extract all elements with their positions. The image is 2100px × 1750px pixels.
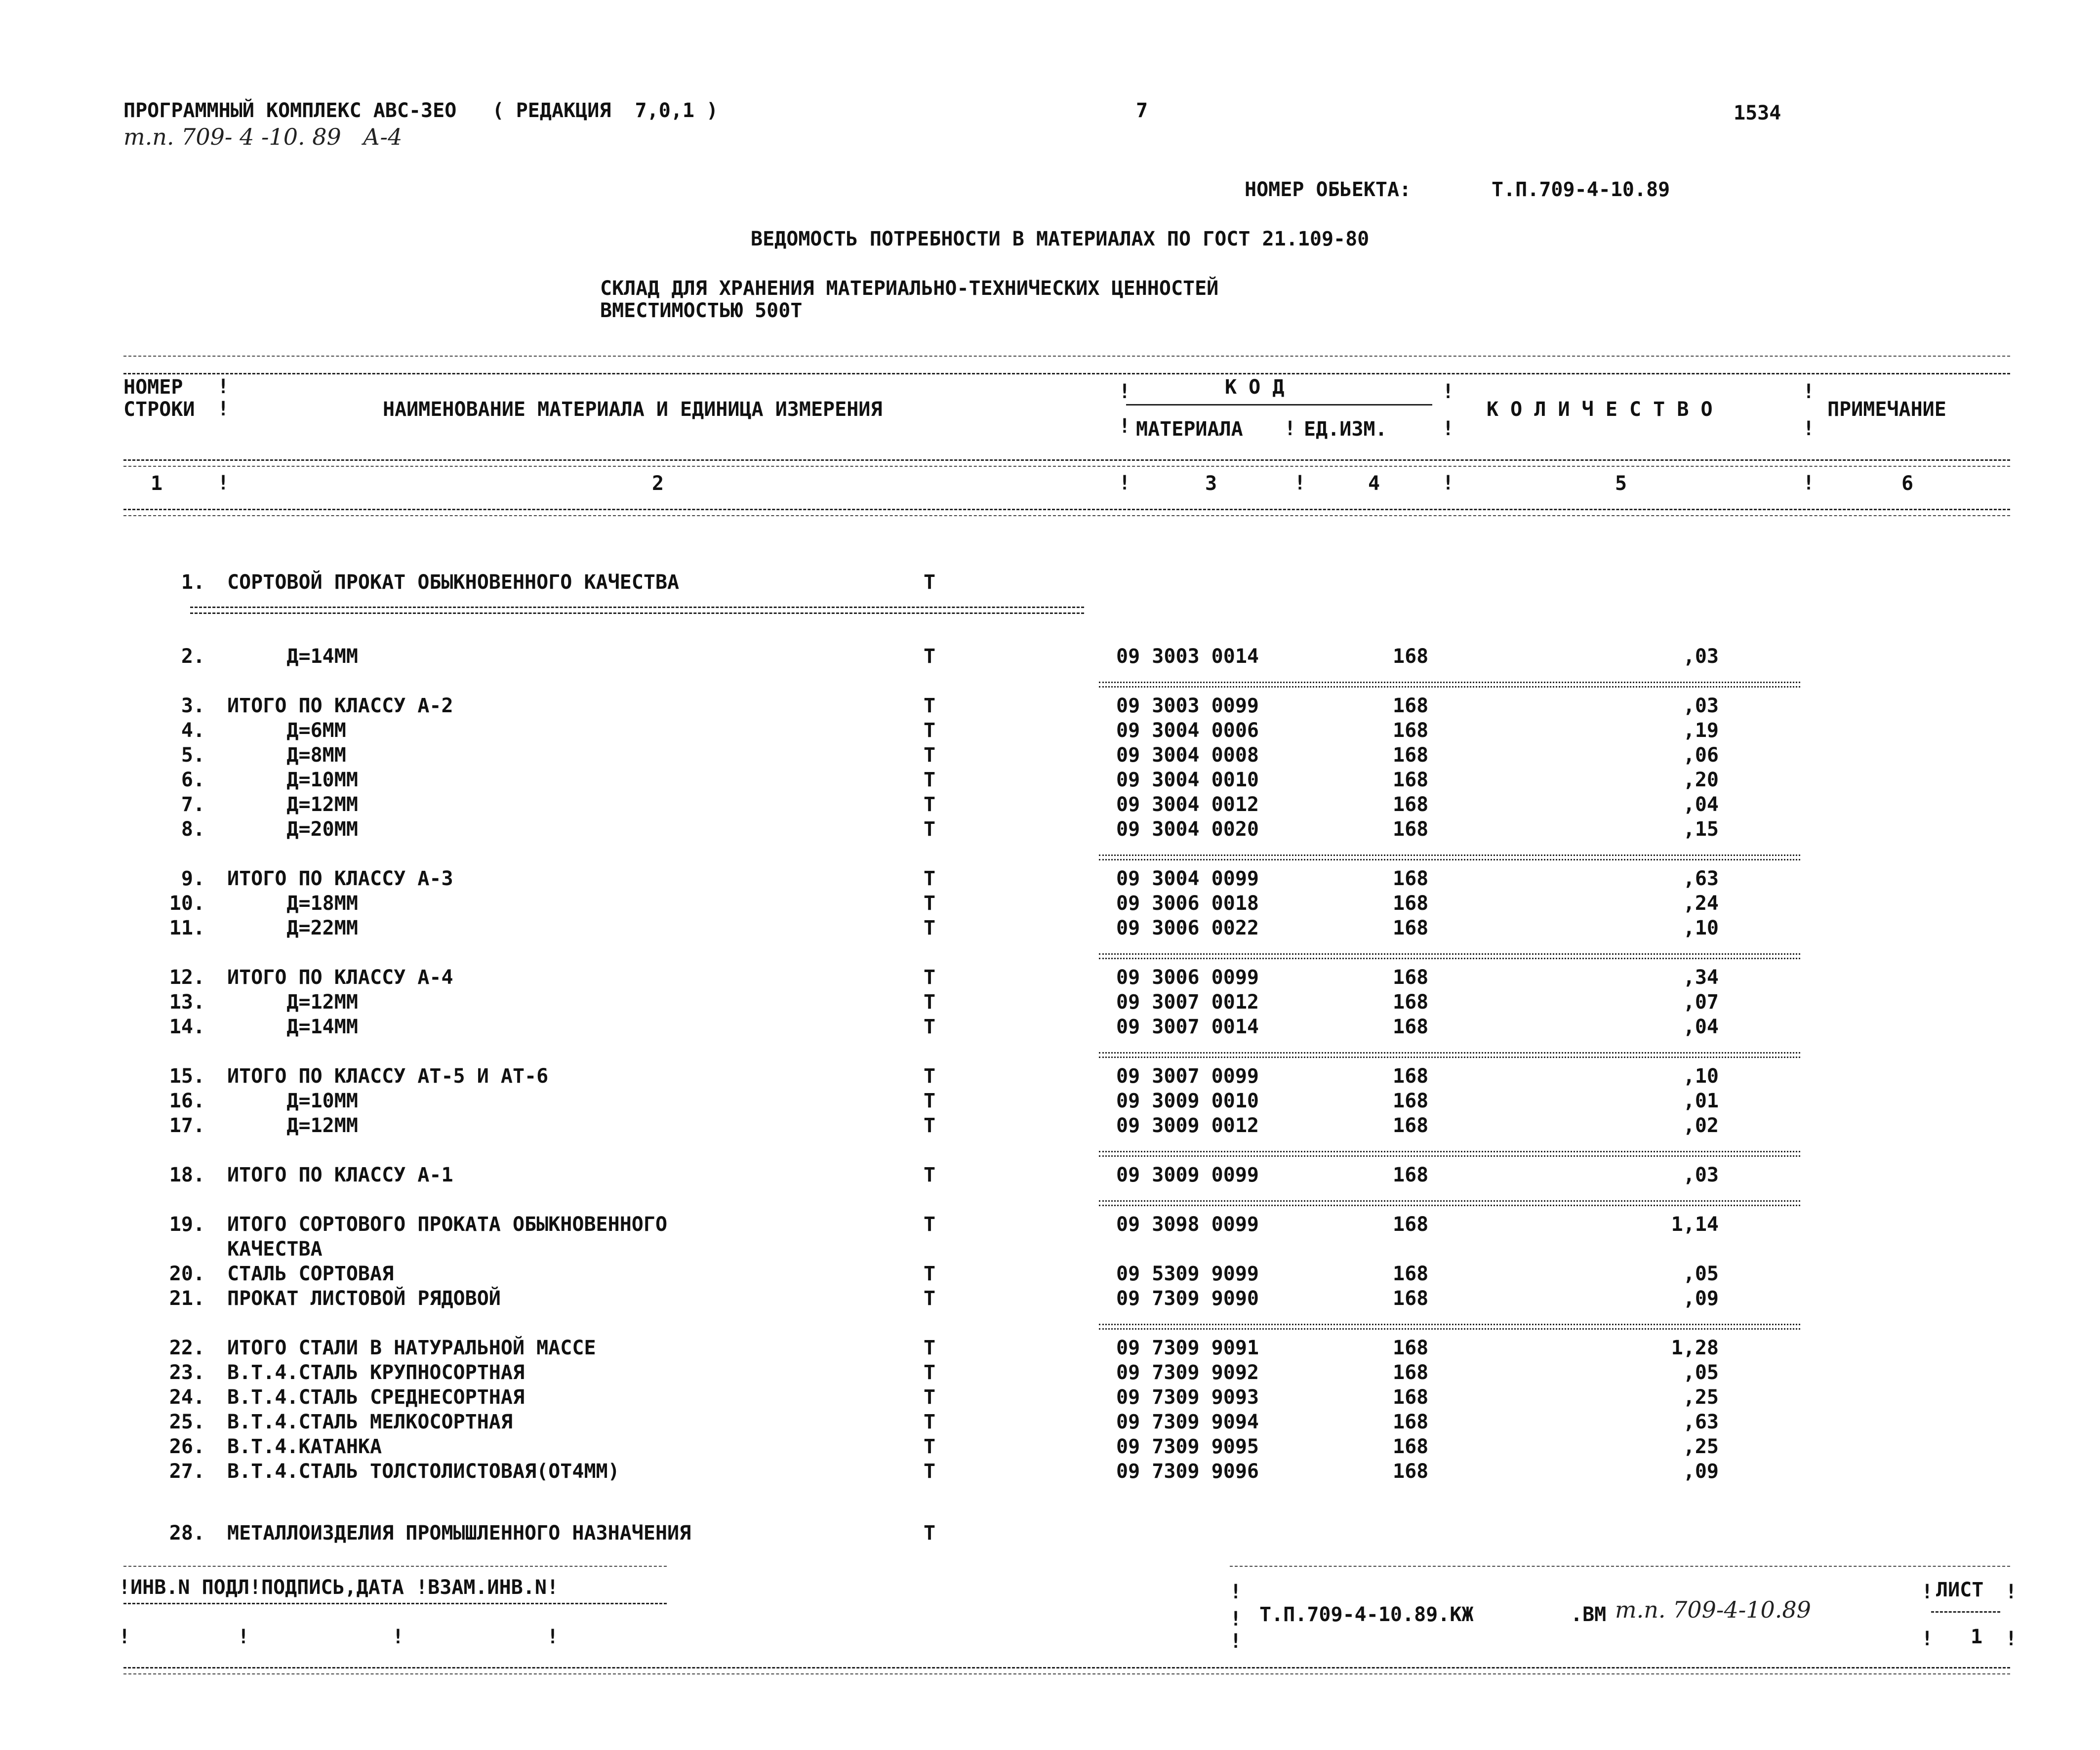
unit-code: 168 <box>1393 1435 1429 1458</box>
unit-of-measure: Т <box>924 867 936 890</box>
footer-sheet-number: 1 <box>1971 1626 1983 1648</box>
section-underline <box>190 612 1084 614</box>
row-number: 6. <box>181 769 205 791</box>
unit-of-measure: Т <box>924 1522 936 1545</box>
column-separator: ! <box>2005 1628 2018 1650</box>
unit-of-measure: Т <box>924 1262 936 1285</box>
table-row <box>0 1460 2100 1483</box>
unit-code: 168 <box>1393 1090 1429 1112</box>
quantity: ,34 <box>1683 966 1719 989</box>
footer-sheet-rule <box>1931 1611 2000 1613</box>
material-name: МЕТАЛЛОИЗДЕЛИЯ ПРОМЫШЛЕННОГО НАЗНАЧЕНИЯ <box>227 1522 691 1545</box>
material-name: В.Т.4.СТАЛЬ МЕЛКОСОРТНАЯ <box>227 1411 513 1433</box>
material-code: 09 3003 0014 <box>1116 645 1259 668</box>
footer-document-code: Т.П.709-4-10.89.КЖ <box>1259 1603 1474 1626</box>
unit-code: 168 <box>1393 1460 1429 1483</box>
quantity: ,10 <box>1683 917 1719 939</box>
table-row <box>0 1262 2100 1286</box>
material-name: ИТОГО СОРТОВОГО ПРОКАТА ОБЫКНОВЕННОГО <box>227 1213 668 1236</box>
column-number-4: 4 <box>1368 472 1380 495</box>
quantity: ,01 <box>1683 1090 1719 1112</box>
column-separator: ! <box>1284 417 1296 440</box>
table-row <box>0 743 2100 767</box>
column-number-1: 1 <box>151 472 163 495</box>
subtotal-separator <box>1099 1151 1800 1152</box>
material-code: 09 3007 0014 <box>1116 1016 1259 1038</box>
unit-of-measure: Т <box>924 1411 936 1433</box>
material-code: 09 3003 0099 <box>1116 694 1259 717</box>
column-number-6: 6 <box>1901 472 1914 495</box>
quantity: ,20 <box>1683 769 1719 791</box>
unit-of-measure: Т <box>924 793 936 816</box>
material-code: 09 7309 9093 <box>1116 1386 1259 1409</box>
material-code: 09 3007 0012 <box>1116 991 1259 1014</box>
unit-code: 168 <box>1393 818 1429 841</box>
footer-rule-bottom <box>123 1667 2010 1669</box>
material-name: Д=14ММ <box>227 1016 358 1038</box>
unit-of-measure: Т <box>924 1065 936 1088</box>
quantity: ,09 <box>1683 1287 1719 1310</box>
quantity: ,25 <box>1683 1435 1719 1458</box>
table-row <box>0 1361 2100 1384</box>
header-rule-2 <box>123 459 2010 461</box>
table-row <box>0 817 2100 841</box>
unit-code: 168 <box>1393 1262 1429 1285</box>
table-row <box>0 793 2100 816</box>
quantity: ,04 <box>1683 1016 1719 1038</box>
header-code-unit: ЕД.ИЗМ. <box>1304 418 1387 441</box>
row-number: 24. <box>169 1386 205 1409</box>
material-code: 09 3004 0010 <box>1116 769 1259 791</box>
table-row <box>0 1213 2100 1236</box>
row-number: 8. <box>181 818 205 841</box>
row-number: 20. <box>169 1262 205 1285</box>
unit-of-measure: Т <box>924 744 936 767</box>
material-code: 09 3004 0099 <box>1116 867 1259 890</box>
row-number: 27. <box>169 1460 205 1483</box>
subtotal-separator <box>1099 1052 1800 1054</box>
quantity: ,03 <box>1683 694 1719 717</box>
column-separator: ! <box>217 398 230 420</box>
object-name-line2: ВМЕСТИМОСТЬЮ 500Т <box>600 299 803 322</box>
unit-of-measure: Т <box>924 645 936 668</box>
table-row <box>0 966 2100 989</box>
unit-of-measure: Т <box>924 1090 936 1112</box>
table-row <box>0 719 2100 742</box>
unit-code: 168 <box>1393 867 1429 890</box>
material-code: 09 3004 0008 <box>1116 744 1259 767</box>
unit-code: 168 <box>1393 1287 1429 1310</box>
unit-of-measure: Т <box>924 1337 936 1359</box>
quantity: ,09 <box>1683 1460 1719 1483</box>
subtotal-separator <box>1099 953 1800 955</box>
object-number-label: НОМЕР ОБЬЕКТА: <box>1245 178 1412 201</box>
material-code: 09 3004 0012 <box>1116 793 1259 816</box>
material-code: 09 3006 0022 <box>1116 917 1259 939</box>
unit-of-measure: Т <box>924 917 936 939</box>
material-name: Д=6ММ <box>227 719 346 742</box>
row-number: 25. <box>169 1411 205 1433</box>
material-name: Д=12ММ <box>227 1114 358 1137</box>
quantity: ,03 <box>1683 645 1719 668</box>
material-code: 09 3006 0018 <box>1116 892 1259 915</box>
footer-rule-left-top <box>123 1566 667 1567</box>
page-mark: 7 <box>1136 99 1148 122</box>
header-row-number-1: НОМЕР <box>123 376 183 399</box>
material-code: 09 7309 9092 <box>1116 1361 1259 1384</box>
row-number: 4. <box>181 719 205 742</box>
unit-of-measure: Т <box>924 1016 936 1038</box>
unit-code: 168 <box>1393 793 1429 816</box>
subtotal-separator <box>1099 682 1800 683</box>
table-row <box>0 990 2100 1014</box>
table-row <box>0 867 2100 891</box>
material-name: Д=12ММ <box>227 991 358 1014</box>
column-number-3: 3 <box>1205 472 1217 495</box>
column-separator: ! <box>1230 1630 1242 1653</box>
column-separator: ! <box>1921 1628 1934 1650</box>
material-name: Д=8ММ <box>227 744 346 767</box>
table-row <box>0 1114 2100 1138</box>
unit-code: 168 <box>1393 966 1429 989</box>
footer-sheet-label: ЛИСТ <box>1936 1579 1984 1601</box>
column-separator: ! <box>1294 472 1306 494</box>
row-number: 12. <box>169 966 205 989</box>
material-code: 09 7309 9090 <box>1116 1287 1259 1310</box>
material-code: 09 5309 9099 <box>1116 1262 1259 1285</box>
header-rule-1 <box>123 373 2010 374</box>
table-row <box>0 1064 2100 1088</box>
material-name: Д=18ММ <box>227 892 358 915</box>
column-separator: ! <box>2005 1581 2018 1603</box>
unit-code: 168 <box>1393 719 1429 742</box>
subtotal-separator <box>1099 1200 1800 1202</box>
material-name: КАЧЕСТВА <box>227 1238 323 1261</box>
unit-code: 168 <box>1393 917 1429 939</box>
material-name: ИТОГО ПО КЛАССУ А-3 <box>227 867 453 890</box>
row-number: 13. <box>169 991 205 1014</box>
footer-rule-right-top <box>1230 1566 2010 1567</box>
header-quantity: К О Л И Ч Е С Т В О <box>1487 398 1713 421</box>
header-rule-top <box>123 356 2010 357</box>
unit-code: 168 <box>1393 1114 1429 1137</box>
program-title: ПРОГРАММНЫЙ КОМПЛЕКС АВС-ЗЕО ( РЕДАКЦИЯ 7,0,1 ) <box>123 99 719 122</box>
material-code: 09 3006 0099 <box>1116 966 1259 989</box>
unit-code: 168 <box>1393 991 1429 1014</box>
row-number: 7. <box>181 793 205 816</box>
unit-of-measure: Т <box>924 1164 936 1186</box>
unit-code: 168 <box>1393 1337 1429 1359</box>
header-code-material: МАТЕРИАЛА <box>1136 418 1243 441</box>
material-name: В.Т.4.СТАЛЬ КРУПНОСОРТНАЯ <box>227 1361 525 1384</box>
unit-code: 168 <box>1393 645 1429 668</box>
subtotal-separator <box>1099 855 1800 856</box>
unit-of-measure: Т <box>924 571 936 594</box>
footer-stamp-headers: !ИНВ.N ПОДЛ!ПОДПИСЬ,ДАТА !ВЗАМ.ИНВ.N! <box>119 1576 559 1599</box>
unit-of-measure: Т <box>924 1386 936 1409</box>
table-row <box>0 1521 2100 1545</box>
column-separator: ! <box>1921 1581 1934 1603</box>
table-row <box>0 645 2100 668</box>
column-separator: ! <box>217 472 230 494</box>
material-name: Д=22ММ <box>227 917 358 939</box>
header-rule-2b <box>123 466 2010 467</box>
footer-stamp-cells: ! ! ! ! <box>119 1626 559 1648</box>
quantity: ,06 <box>1683 744 1719 767</box>
header-code-divider <box>1126 404 1432 406</box>
unit-of-measure: Т <box>924 892 936 915</box>
material-code: 09 3007 0099 <box>1116 1065 1259 1088</box>
unit-of-measure: Т <box>924 966 936 989</box>
material-name: В.Т.4.КАТАНКА <box>227 1435 382 1458</box>
section-underline <box>190 607 1084 608</box>
material-name: СТАЛЬ СОРТОВАЯ <box>227 1262 394 1285</box>
material-name: ИТОГО ПО КЛАССУ А-1 <box>227 1164 453 1186</box>
unit-of-measure: Т <box>924 1460 936 1483</box>
unit-code: 168 <box>1393 1411 1429 1433</box>
object-number-value: Т.П.709-4-10.89 <box>1492 178 1670 201</box>
object-name-line1: СКЛАД ДЛЯ ХРАНЕНИЯ МАТЕРИАЛЬНО-ТЕХНИЧЕСКИХ ЦЕННОСТЕЙ <box>600 277 1219 300</box>
row-number: 9. <box>181 867 205 890</box>
unit-code: 168 <box>1393 769 1429 791</box>
header-material-name: НАИМЕНОВАНИЕ МАТЕРИАЛА И ЕДИНИЦА ИЗМЕРЕНИЯ <box>383 398 883 421</box>
material-code: 09 7309 9091 <box>1116 1337 1259 1359</box>
row-number: 16. <box>169 1090 205 1112</box>
document-title: ВЕДОМОСТЬ ПОТРЕБНОСТИ В МАТЕРИАЛАХ ПО ГОСТ 21.109-80 <box>751 228 1370 250</box>
column-separator: ! <box>1230 1581 1242 1603</box>
unit-of-measure: Т <box>924 1114 936 1137</box>
unit-of-measure: Т <box>924 1435 936 1458</box>
quantity: ,04 <box>1683 793 1719 816</box>
quantity: ,25 <box>1683 1386 1719 1409</box>
unit-of-measure: Т <box>924 1287 936 1310</box>
material-name: ИТОГО СТАЛИ В НАТУРАЛЬНОЙ МАССЕ <box>227 1337 596 1359</box>
material-name: Д=20ММ <box>227 818 358 841</box>
unit-of-measure: Т <box>924 1213 936 1236</box>
quantity: ,15 <box>1683 818 1719 841</box>
unit-of-measure: Т <box>924 719 936 742</box>
header-note: ПРИМЕЧАНИЕ <box>1827 398 1946 421</box>
quantity: ,63 <box>1683 867 1719 890</box>
handwritten-project-number: т.п. 709- 4 -10. 89 А-4 <box>123 123 403 150</box>
quantity: ,02 <box>1683 1114 1719 1137</box>
column-separator: ! <box>1442 380 1454 403</box>
material-code: 09 3098 0099 <box>1116 1213 1259 1236</box>
column-separator: ! <box>1442 417 1454 440</box>
material-code: 09 3009 0010 <box>1116 1090 1259 1112</box>
column-separator: ! <box>1803 417 1815 440</box>
table-row <box>0 1237 2100 1261</box>
quantity: ,24 <box>1683 892 1719 915</box>
column-separator: ! <box>1119 415 1131 438</box>
material-code: 09 3009 0099 <box>1116 1164 1259 1186</box>
row-number: 1. <box>181 571 205 594</box>
column-separator: ! <box>217 375 230 398</box>
unit-code: 168 <box>1393 892 1429 915</box>
unit-code: 168 <box>1393 1361 1429 1384</box>
header-rule-3 <box>123 509 2010 510</box>
table-row <box>0 694 2100 718</box>
material-code: 09 3009 0012 <box>1116 1114 1259 1137</box>
row-number: 21. <box>169 1287 205 1310</box>
column-separator: ! <box>1119 472 1131 494</box>
unit-code: 168 <box>1393 1164 1429 1186</box>
row-number: 28. <box>169 1522 205 1545</box>
unit-code: 168 <box>1393 1213 1429 1236</box>
material-code: 09 7309 9095 <box>1116 1435 1259 1458</box>
material-name: ПРОКАТ ЛИСТОВОЙ РЯДОВОЙ <box>227 1287 501 1310</box>
quantity: 1,28 <box>1671 1337 1719 1359</box>
quantity: ,03 <box>1683 1164 1719 1186</box>
subtotal-separator <box>1099 1324 1800 1325</box>
quantity: ,19 <box>1683 719 1719 742</box>
row-number: 3. <box>181 694 205 717</box>
table-row <box>0 1385 2100 1409</box>
table-row <box>0 892 2100 915</box>
material-code: 09 3004 0020 <box>1116 818 1259 841</box>
footer-stamp-rule <box>123 1603 667 1604</box>
row-number: 22. <box>169 1337 205 1359</box>
table-row <box>0 1287 2100 1310</box>
material-code: 09 7309 9096 <box>1116 1460 1259 1483</box>
material-name: Д=12ММ <box>227 793 358 816</box>
material-code: 09 3004 0006 <box>1116 719 1259 742</box>
column-separator: ! <box>1230 1608 1242 1630</box>
row-number: 5. <box>181 744 205 767</box>
material-name: ИТОГО ПО КЛАССУ АТ-5 И АТ-6 <box>227 1065 549 1088</box>
table-row <box>0 916 2100 940</box>
row-number: 19. <box>169 1213 205 1236</box>
unit-of-measure: Т <box>924 991 936 1014</box>
unit-of-measure: Т <box>924 769 936 791</box>
unit-code: 168 <box>1393 744 1429 767</box>
unit-code: 168 <box>1393 1065 1429 1088</box>
quantity: ,63 <box>1683 1411 1719 1433</box>
column-number-2: 2 <box>652 472 664 495</box>
header-rule-3b <box>123 515 2010 516</box>
column-separator: ! <box>1803 472 1815 494</box>
row-number: 23. <box>169 1361 205 1384</box>
unit-of-measure: Т <box>924 1361 936 1384</box>
row-number: 15. <box>169 1065 205 1088</box>
table-row <box>0 1089 2100 1113</box>
column-separator: ! <box>1442 472 1454 494</box>
unit-of-measure: Т <box>924 694 936 717</box>
material-name: ИТОГО ПО КЛАССУ А-4 <box>227 966 453 989</box>
unit-code: 168 <box>1393 694 1429 717</box>
header-code: К О Д <box>1225 376 1285 399</box>
table-row <box>0 1336 2100 1360</box>
quantity: ,05 <box>1683 1361 1719 1384</box>
material-name: ИТОГО ПО КЛАССУ А-2 <box>227 694 453 717</box>
material-name: СОРТОВОЙ ПРОКАТ ОБЫКНОВЕННОГО КАЧЕСТВА <box>227 571 680 594</box>
row-number: 10. <box>169 892 205 915</box>
material-code: 09 7309 9094 <box>1116 1411 1259 1433</box>
row-number: 14. <box>169 1016 205 1038</box>
unit-code: 168 <box>1393 1386 1429 1409</box>
row-number: 17. <box>169 1114 205 1137</box>
footer-handwritten-code: т.п. 709-4-10.89 <box>1615 1596 1811 1623</box>
table-row <box>0 1410 2100 1434</box>
table-row <box>0 768 2100 792</box>
header-row-number-2: СТРОКИ <box>123 398 195 421</box>
footer-document-suffix: .ВМ <box>1571 1603 1607 1626</box>
material-name: Д=10ММ <box>227 1090 358 1112</box>
quantity: ,07 <box>1683 991 1719 1014</box>
column-number-5: 5 <box>1615 472 1627 495</box>
material-name: Д=14ММ <box>227 645 358 668</box>
table-row <box>0 1015 2100 1039</box>
footer-rule-bottom-b <box>123 1673 2010 1674</box>
row-number: 18. <box>169 1164 205 1186</box>
row-number: 2. <box>181 645 205 668</box>
material-name: В.Т.4.СТАЛЬ СРЕДНЕСОРТНАЯ <box>227 1386 525 1409</box>
column-separator: ! <box>1803 380 1815 403</box>
table-row <box>0 570 2100 594</box>
column-separator: ! <box>1119 380 1131 403</box>
material-name: В.Т.4.СТАЛЬ ТОЛСТОЛИСТОВАЯ(ОТ4ММ) <box>227 1460 620 1483</box>
quantity: ,10 <box>1683 1065 1719 1088</box>
row-number: 11. <box>169 917 205 939</box>
page-number: 1534 <box>1734 102 1781 124</box>
row-number: 26. <box>169 1435 205 1458</box>
unit-code: 168 <box>1393 1016 1429 1038</box>
unit-of-measure: Т <box>924 818 936 841</box>
quantity: ,05 <box>1683 1262 1719 1285</box>
table-row <box>0 1435 2100 1459</box>
quantity: 1,14 <box>1671 1213 1719 1236</box>
table-row <box>0 1163 2100 1187</box>
material-name: Д=10ММ <box>227 769 358 791</box>
